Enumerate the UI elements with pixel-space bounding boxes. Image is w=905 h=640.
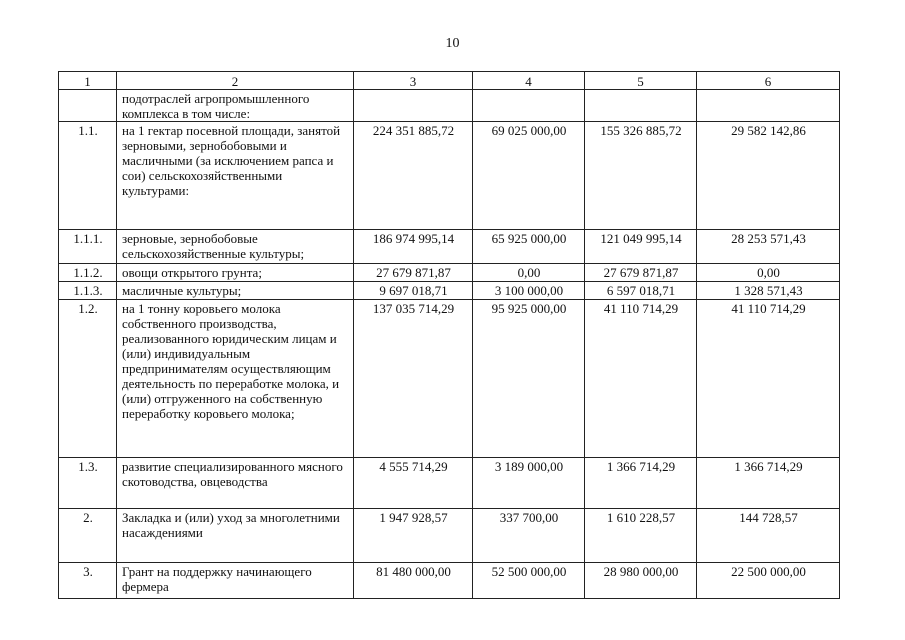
row-value-col3: 1 947 928,57: [354, 509, 473, 563]
row-value-col4: 3 189 000,00: [473, 458, 585, 509]
row-value-col5: 28 980 000,00: [585, 563, 697, 599]
table-row: [59, 264, 840, 282]
table-row: [59, 90, 840, 122]
row-number: 3.: [59, 563, 117, 599]
row-description: на 1 тонну коровьего молока собственного производства, реализованного юридическим лицам и (или) индивидуальным предпринимателям осуществляющим деятельность по переработке молока, и (или) отгруженного на собственную переработку коровьего молока;: [117, 300, 354, 458]
row-number: 1.1.2.: [59, 264, 117, 282]
row-number: 1.1.3.: [59, 282, 117, 300]
table-header-row: [59, 72, 840, 90]
row-value-col5: 6 597 018,71: [585, 282, 697, 300]
row-value-col6: [697, 90, 840, 122]
row-value-col5: 27 679 871,87: [585, 264, 697, 282]
row-value-col4: 52 500 000,00: [473, 563, 585, 599]
column-header-3: 3: [354, 72, 473, 90]
column-header-4: 4: [473, 72, 585, 90]
row-value-col6: 29 582 142,86: [697, 122, 840, 230]
row-value-col3: 9 697 018,71: [354, 282, 473, 300]
row-description: на 1 гектар посевной площади, занятой зерновыми, зернобобовыми и масличными (за исключением рапса и сои) сельскохозяйственными культурами:: [117, 122, 354, 230]
table-row: [59, 509, 840, 563]
row-value-col6: 28 253 571,43: [697, 230, 840, 264]
row-value-col3: 81 480 000,00: [354, 563, 473, 599]
table-row: [59, 230, 840, 264]
row-value-col3: 4 555 714,29: [354, 458, 473, 509]
row-number: 2.: [59, 509, 117, 563]
row-value-col3: 137 035 714,29: [354, 300, 473, 458]
row-value-col6: 0,00: [697, 264, 840, 282]
column-header-1: 1: [59, 72, 117, 90]
row-description: подотраслей агропромышленного комплекса в том числе:: [117, 90, 354, 122]
row-value-col4: 95 925 000,00: [473, 300, 585, 458]
row-value-col4: 337 700,00: [473, 509, 585, 563]
row-value-col5: 41 110 714,29: [585, 300, 697, 458]
row-number: 1.1.1.: [59, 230, 117, 264]
row-description: Грант на поддержку начинающего фермера: [117, 563, 354, 599]
column-header-5: 5: [585, 72, 697, 90]
row-value-col5: 1 366 714,29: [585, 458, 697, 509]
column-header-2: 2: [117, 72, 354, 90]
table-row: [59, 300, 840, 458]
table-row: [59, 282, 840, 300]
row-value-col4: 69 025 000,00: [473, 122, 585, 230]
column-header-6: 6: [697, 72, 840, 90]
row-value-col5: 121 049 995,14: [585, 230, 697, 264]
row-number: 1.3.: [59, 458, 117, 509]
table-row: [59, 122, 840, 230]
row-value-col3: 186 974 995,14: [354, 230, 473, 264]
row-description: овощи открытого грунта;: [117, 264, 354, 282]
row-description: развитие специализированного мясного скотоводства, овцеводства: [117, 458, 354, 509]
row-value-col6: 1 328 571,43: [697, 282, 840, 300]
row-value-col5: 155 326 885,72: [585, 122, 697, 230]
row-description: Закладка и (или) уход за многолетними насаждениями: [117, 509, 354, 563]
row-number: 1.2.: [59, 300, 117, 458]
row-number: 1.1.: [59, 122, 117, 230]
row-value-col4: 3 100 000,00: [473, 282, 585, 300]
table-row: [59, 563, 840, 599]
row-number: [59, 90, 117, 122]
row-value-col6: 1 366 714,29: [697, 458, 840, 509]
row-value-col6: 41 110 714,29: [697, 300, 840, 458]
row-description: масличные культуры;: [117, 282, 354, 300]
table-row: [59, 458, 840, 509]
budget-table: [58, 71, 840, 599]
row-value-col5: 1 610 228,57: [585, 509, 697, 563]
page-number: 10: [445, 36, 460, 51]
row-value-col6: 22 500 000,00: [697, 563, 840, 599]
row-value-col3: 27 679 871,87: [354, 264, 473, 282]
row-value-col4: 65 925 000,00: [473, 230, 585, 264]
row-value-col6: 144 728,57: [697, 509, 840, 563]
row-value-col3: 224 351 885,72: [354, 122, 473, 230]
row-value-col5: [585, 90, 697, 122]
row-value-col3: [354, 90, 473, 122]
row-value-col4: 0,00: [473, 264, 585, 282]
row-description: зерновые, зернобобовые сельскохозяйственные культуры;: [117, 230, 354, 264]
row-value-col4: [473, 90, 585, 122]
